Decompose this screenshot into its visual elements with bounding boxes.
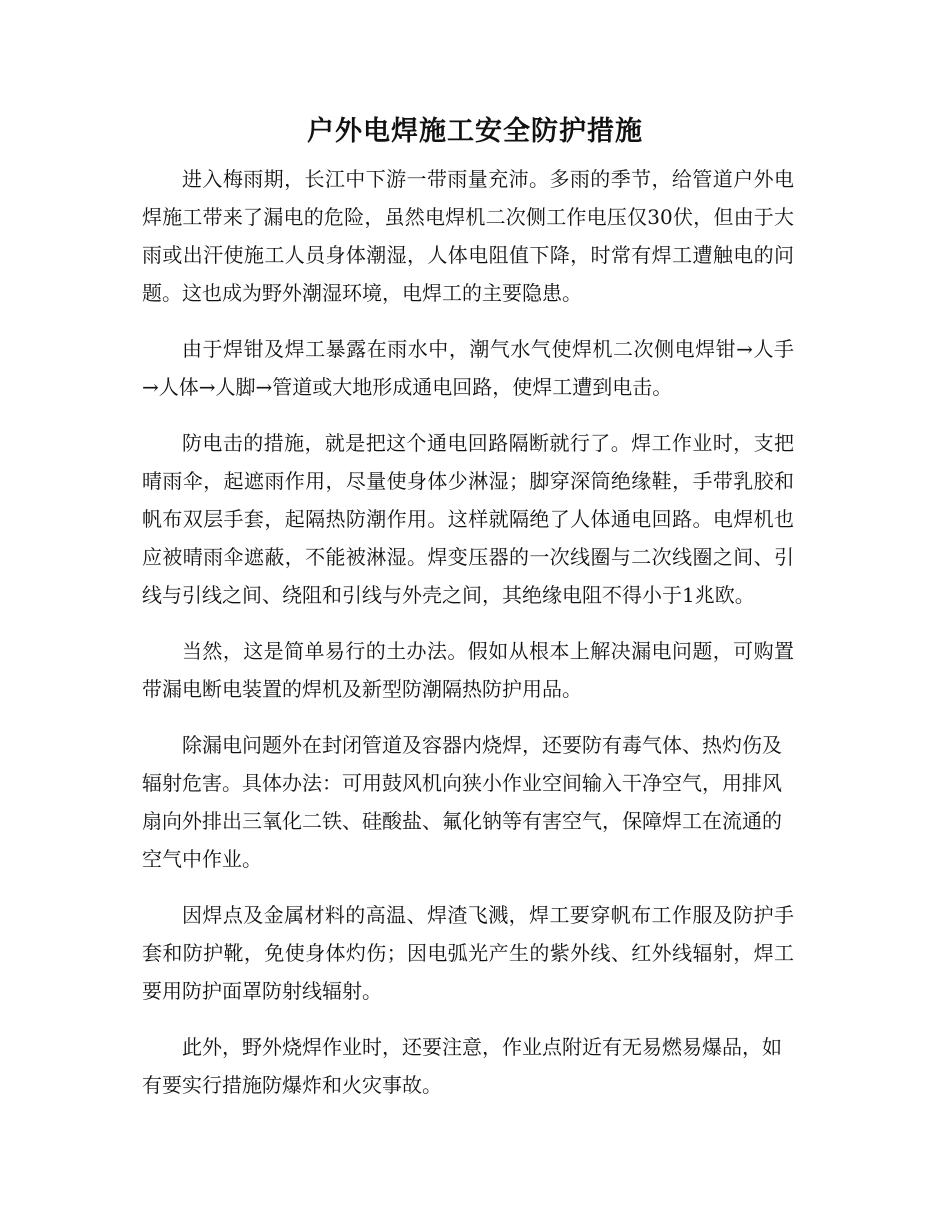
document-title: 户外电焊施工安全防护措施 bbox=[307, 116, 643, 147]
paragraph-2: 由于焊钳及焊工暴露在雨水中，潮气水气使焊机二次侧电焊钳→人手→人体→人脚→管道或大地形成通电回路，使焊工遭到电击。 bbox=[142, 337, 794, 399]
paragraph-4: 当然，这是简单易行的土办法。假如从根本上解决漏电问题，可购置带漏电断电装置的焊机及新型防潮隔热防护用品。 bbox=[142, 639, 794, 701]
document-body bbox=[142, 160, 794, 1122]
paragraph-3: 防电击的措施，就是把这个通电回路隔断就行了。焊工作业时，支把晴雨伞，起遮雨作用，尽量使身体少淋湿；脚穿深筒绝缘鞋，手带乳胶和帆布双层手套，起隔热防潮作用。这样就隔绝了人体通电回路。电焊机也应被晴雨伞遮蔽，不能被淋湿。焊变压器的一次线圈与二次线圈之间、引线与引线之间、绕阻和引线与外壳之间，其绝缘电阻不得小于1兆欧。 bbox=[142, 431, 794, 607]
paragraph-5: 除漏电问题外在封闭管道及容器内烧焊，还要防有毒气体、热灼伤及辐射危害。具体办法：可用鼓风机向狭小作业空间输入干净空气，用排风扇向外排出三氧化二铁、硅酸盐、氟化钠等有害空气，保障焊工在流通的空气中作业。 bbox=[142, 733, 782, 871]
paragraph-7: 此外，野外烧焊作业时，还要注意，作业点附近有无易燃易爆品，如有要实行措施防爆炸和火灾事故。 bbox=[142, 1035, 782, 1097]
paragraph-6: 因焊点及金属材料的高温、焊渣飞溅，焊工要穿帆布工作服及防护手套和防护靴，免使身体灼伤；因电弧光产生的紫外线、红外线辐射，焊工要用防护面罩防射线辐射。 bbox=[142, 903, 794, 1003]
paragraph-1: 进入梅雨期，长江中下游一带雨量充沛。多雨的季节，给管道户外电焊施工带来了漏电的危险，虽然电焊机二次侧工作电压仅30伏，但由于大雨或出汗使施工人员身体潮湿，人体电阻值下降，时常有焊工遭触电的问题。这也成为野外潮湿环境，电焊工的主要隐患。 bbox=[142, 167, 794, 305]
